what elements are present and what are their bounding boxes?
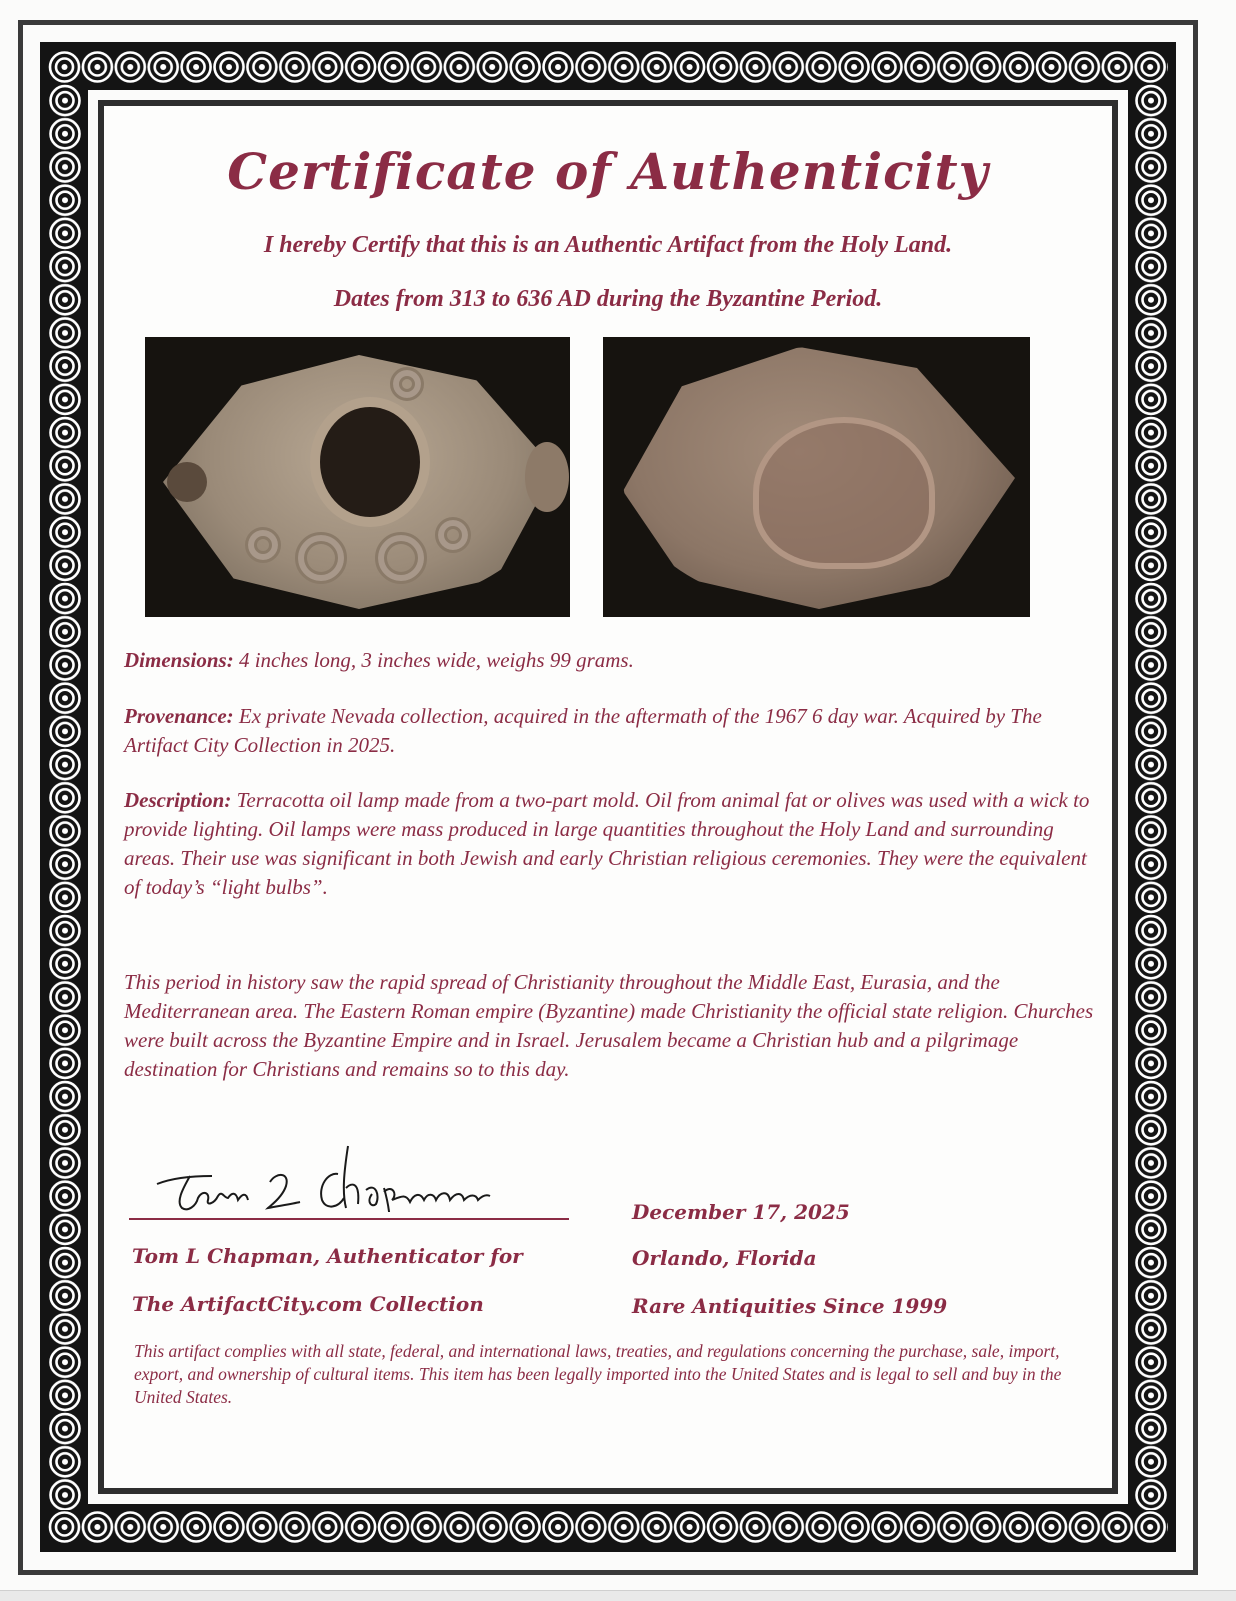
lamp-base-ring: [753, 417, 935, 569]
spiral-decoration: [375, 532, 427, 584]
description-field: [124, 786, 1104, 902]
spiral-decoration: [390, 367, 424, 401]
dimensions-field: [124, 646, 1104, 675]
spiral-decoration: [435, 517, 471, 553]
description-value: Terracotta oil lamp made from a two-part mold. Oil from animal fat or olives was used with a wick to provide lighting. Oil lamps were mass produced in large quantities throughout the Holy Land and surrounding areas. Their use was significant in both Jewish and early Christian religious ceremonies. They were the equivalent of today’s “light bulbs”.: [124, 788, 1090, 899]
certify-statement: I hereby Certify that this is an Authentic Artifact from the Holy Land.: [263, 232, 953, 258]
signature-line: [129, 1218, 569, 1220]
spiral-decoration: [245, 527, 281, 563]
lamp-filling-hole: [310, 397, 430, 527]
certificate-content: [104, 106, 1112, 1488]
lamp-nozzle: [167, 462, 207, 502]
spiral-decoration: [295, 532, 347, 584]
handwritten-signature: [152, 1142, 572, 1212]
history-paragraph: This period in history saw the rapid spread of Christianity throughout the Middle East, Eurasia, and the Mediterranean area. The Eastern Roman empire (Byzantine) made Christianity the official state religion. Churches were built across the Byzantine Empire and in Israel. Jerusalem became a Christian hub and a pilgrimage destination for Christians and remains so to this day.: [124, 970, 1094, 1081]
authenticator-name: Tom L Chapman, Authenticator for: [132, 1244, 523, 1268]
page-edge: [0, 1590, 1236, 1601]
lamp-handle: [525, 442, 569, 512]
legal-compliance-statement: This artifact complies with all state, federal, and international laws, treaties, and regulations concerning the purchase, sale, import, export, and ownership of cultural items. This item has been legally imported into the United States and is legal to sell and buy in the United States.: [134, 1341, 1062, 1407]
business-tagline: Rare Antiquities Since 1999: [632, 1294, 948, 1318]
collection-name: The ArtifactCity.com Collection: [132, 1292, 484, 1316]
artifact-photo-top: [145, 337, 570, 617]
dimensions-value: 4 inches long, 3 inches wide, weighs 99 grams.: [233, 648, 634, 672]
provenance-label: Provenance:: [124, 704, 234, 728]
provenance-value: Ex private Nevada collection, acquired in the aftermath of the 1967 6 day war. Acquired by The Artifact City Collection in 2025.: [124, 704, 1042, 757]
dimensions-label: Dimensions:: [124, 648, 234, 672]
artifact-photo-bottom: [603, 337, 1030, 617]
description-label: Description:: [124, 788, 232, 812]
certificate-date: December 17, 2025: [632, 1200, 850, 1224]
provenance-field: [124, 702, 1104, 760]
certificate-location: Orlando, Florida: [632, 1246, 817, 1270]
date-range-statement: Dates from 313 to 636 AD during the Byzantine Period.: [333, 286, 883, 312]
certificate-title: Certificate of Authenticity: [227, 142, 989, 201]
